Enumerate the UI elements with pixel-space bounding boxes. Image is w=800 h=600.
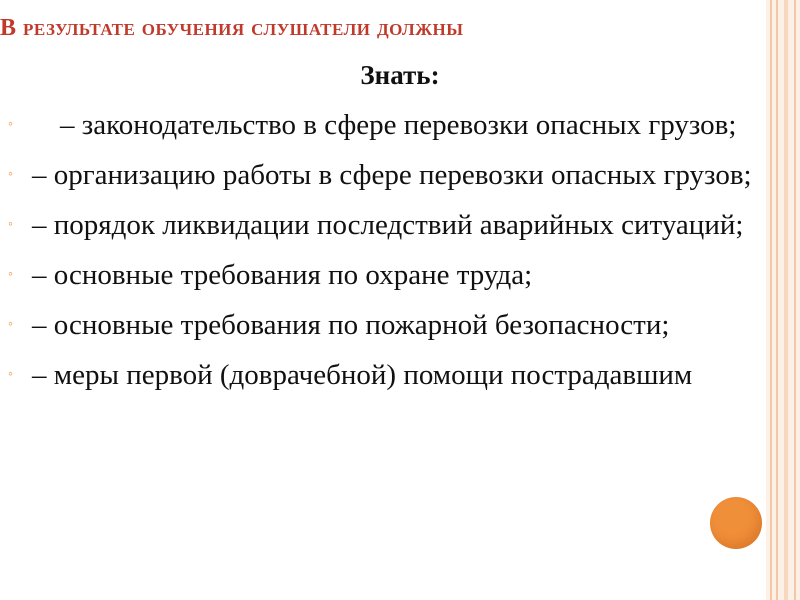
list-item [0, 254, 780, 296]
bullet-icon: ◦ [8, 167, 13, 182]
bullet-icon: ◦ [8, 267, 13, 282]
list-item [0, 354, 780, 396]
list-item-text: – меры первой (доврачебной) помощи пострадавшим [32, 359, 693, 391]
decorative-circle [710, 497, 762, 549]
section-subheading: Знать: [360, 60, 440, 90]
slide-heading: В результате обучения слушатели должны [0, 15, 464, 41]
list-item-text: – организацию работы в сфере перевозки опасных грузов; [32, 159, 752, 191]
list-item [0, 204, 780, 246]
bullet-icon: ◦ [8, 367, 13, 382]
list-item-text: – основные требования по пожарной безопасности; [32, 309, 670, 341]
list-item [0, 154, 780, 196]
bullet-icon: ◦ [8, 217, 13, 232]
list-item-text: – основные требования по охране труда; [32, 259, 533, 291]
list-item [0, 304, 780, 346]
knowledge-list [0, 104, 780, 404]
bullet-icon: ◦ [8, 117, 13, 132]
list-item-text: – порядок ликвидации последствий аварийных ситуаций; [32, 209, 744, 241]
list-item-text: – законодательство в сфере перевозки опасных грузов; [60, 109, 737, 141]
list-item [0, 104, 780, 146]
bullet-icon: ◦ [8, 317, 13, 332]
